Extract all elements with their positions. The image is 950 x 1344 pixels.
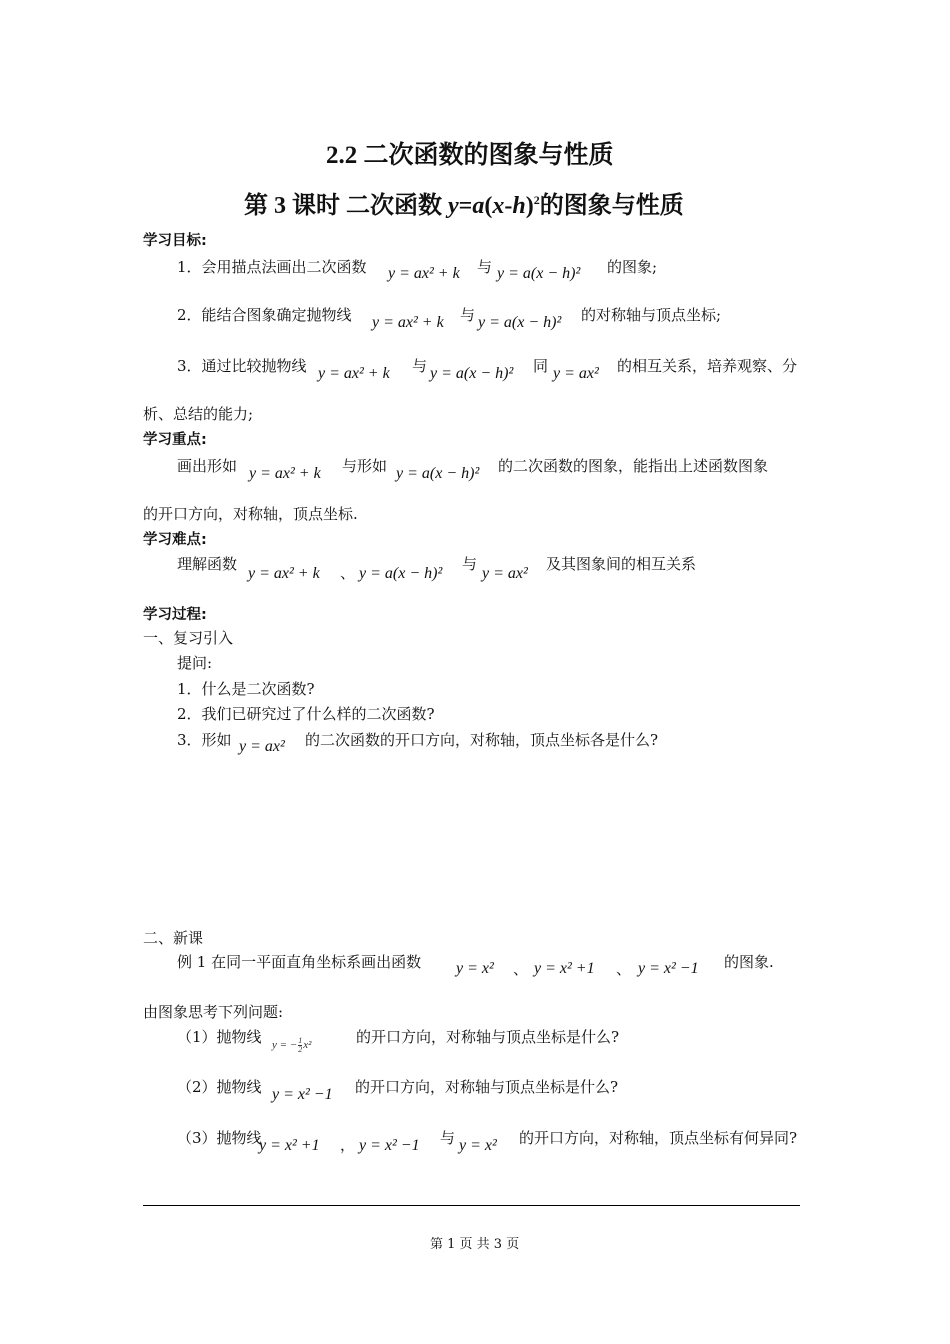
- page-number: 第 1 页 共 3 页: [430, 1237, 520, 1252]
- objective-2-formula-2: y = a(x − h)²: [478, 314, 562, 331]
- objective-1-text: 1．会用描点法画出二次函数: [177, 258, 367, 276]
- objective-1-end: 的图象;: [607, 258, 658, 276]
- problem-1-fraction: [298, 1037, 302, 1054]
- problem-1-end: 的开口方向，对称轴与顶点坐标是什么?: [356, 1028, 620, 1046]
- subtitle-open: (: [484, 193, 493, 219]
- ask-label: 提问:: [177, 654, 213, 672]
- section-new-lesson: 二、新课: [143, 929, 204, 947]
- objective-1-formula-2: y = a(x − h)²: [497, 265, 581, 282]
- problem-1-formula-a: y = −: [272, 1039, 298, 1052]
- difficulties-formula-1: y = ax² + k: [248, 565, 320, 582]
- question-3-formula: y = ax²: [239, 738, 285, 755]
- difficulties-sep: 、: [340, 564, 356, 582]
- example-1-formula-3: y = x² −1: [638, 960, 699, 977]
- problem-3-mid: 与: [440, 1129, 456, 1147]
- objective-3-formula-3: y = ax²: [553, 365, 599, 382]
- keypoints-formula-1: y = ax² + k: [249, 465, 321, 482]
- objective-2-mid: 与: [460, 306, 476, 324]
- page-subtitle: [244, 185, 684, 220]
- question-2: 2．我们已研究过了什么样的二次函数?: [177, 705, 435, 723]
- keypoints-cont: 的开口方向，对称轴，顶点坐标.: [143, 505, 358, 523]
- problem-1-fraction-den: 2: [298, 1045, 303, 1054]
- problem-3-pre: （3）抛物线: [177, 1129, 262, 1147]
- subtitle-h: h: [512, 193, 526, 219]
- problem-1-pre: （1）抛物线: [177, 1028, 262, 1046]
- objective-3-end: 的相互关系，培养观察、分: [617, 357, 798, 375]
- question-1: 1．什么是二次函数?: [177, 680, 315, 698]
- subtitle-lesson: 第 3 课时 二次函数: [244, 193, 448, 219]
- question-3-end: 的二次函数的开口方向，对称轴，顶点坐标各是什么?: [305, 731, 659, 749]
- problem-1-formula: [272, 1037, 311, 1054]
- difficulties-heading: 学习难点:: [143, 532, 207, 548]
- subtitle-eq: =: [458, 193, 473, 219]
- subtitle-suffix: 的图象与性质: [539, 193, 684, 219]
- problem-2-formula: y = x² −1: [272, 1086, 333, 1103]
- objectives-heading: 学习目标:: [143, 233, 207, 249]
- subtitle-minus: -: [504, 193, 513, 219]
- page-title: 2.2 二次函数的图象与性质: [326, 142, 614, 169]
- difficulties-formula-3: y = ax²: [482, 565, 528, 582]
- keypoints-mid: 与形如: [342, 457, 388, 475]
- keypoints-pre: 画出形如: [177, 457, 238, 475]
- objective-1-mid: 与: [477, 258, 493, 276]
- objective-3-text: 3．通过比较抛物线: [177, 357, 307, 375]
- question-3-pre: 3．形如: [177, 731, 232, 749]
- difficulties-formula-2: y = a(x − h)²: [359, 565, 443, 582]
- section-review: 一、复习引入: [143, 629, 234, 647]
- example-1-end: 的图象.: [724, 953, 774, 971]
- objective-2-text: 2．能结合图象确定抛物线: [177, 306, 352, 324]
- objective-3-mid: 与: [412, 357, 428, 375]
- problem-3-formula-3: y = x²: [459, 1137, 497, 1154]
- problem-1-fraction-num: 1: [298, 1036, 303, 1045]
- problem-3-sep: ，: [340, 1136, 356, 1154]
- keypoints-end: 的二次函数的图象，能指出上述函数图象: [498, 457, 769, 475]
- difficulties-mid: 与: [462, 555, 478, 573]
- example-1-formula-2: y = x² +1: [534, 960, 595, 977]
- objective-3-mid2: 同: [533, 357, 549, 375]
- example-1-pre: 例 1 在同一平面直角坐标系画出函数: [177, 953, 422, 971]
- subtitle-x: x: [492, 193, 505, 219]
- process-heading: 学习过程:: [143, 607, 207, 623]
- difficulties-pre: 理解函数: [177, 555, 238, 573]
- objective-3-cont: 析、总结的能力;: [143, 405, 254, 423]
- keypoints-formula-2: y = a(x − h)²: [396, 465, 480, 482]
- problem-3-formula-2: y = x² −1: [359, 1137, 420, 1154]
- objective-3-formula-1: y = ax² + k: [318, 365, 390, 382]
- problem-2-pre: （2）抛物线: [177, 1078, 262, 1096]
- footer-divider: [143, 1205, 800, 1206]
- problem-3-end: 的开口方向，对称轴，顶点坐标有何异同?: [519, 1129, 798, 1147]
- subtitle-close: ): [525, 193, 534, 219]
- example-1-formula-1: y = x²: [456, 960, 494, 977]
- example-1-sep-1: 、: [513, 960, 529, 978]
- problem-3-formula-1: y = x² +1: [259, 1137, 320, 1154]
- objective-3-formula-2: y = a(x − h)²: [430, 365, 514, 382]
- think-prompt: 由图象思考下列问题:: [143, 1003, 284, 1021]
- objective-1-formula-1: y = ax² + k: [388, 265, 460, 282]
- subtitle-y: y: [448, 193, 459, 219]
- objective-2-end: 的对称轴与顶点坐标;: [581, 306, 722, 324]
- objective-2-formula-1: y = ax² + k: [372, 314, 444, 331]
- problem-1-formula-b: x²: [303, 1039, 312, 1052]
- keypoints-heading: 学习重点:: [143, 432, 207, 448]
- difficulties-end: 及其图象间的相互关系: [546, 555, 697, 573]
- subtitle-sup: 2: [533, 193, 540, 207]
- example-1-sep-2: 、: [616, 960, 632, 978]
- subtitle-a: a: [472, 193, 485, 219]
- problem-2-end: 的开口方向，对称轴与顶点坐标是什么?: [355, 1078, 619, 1096]
